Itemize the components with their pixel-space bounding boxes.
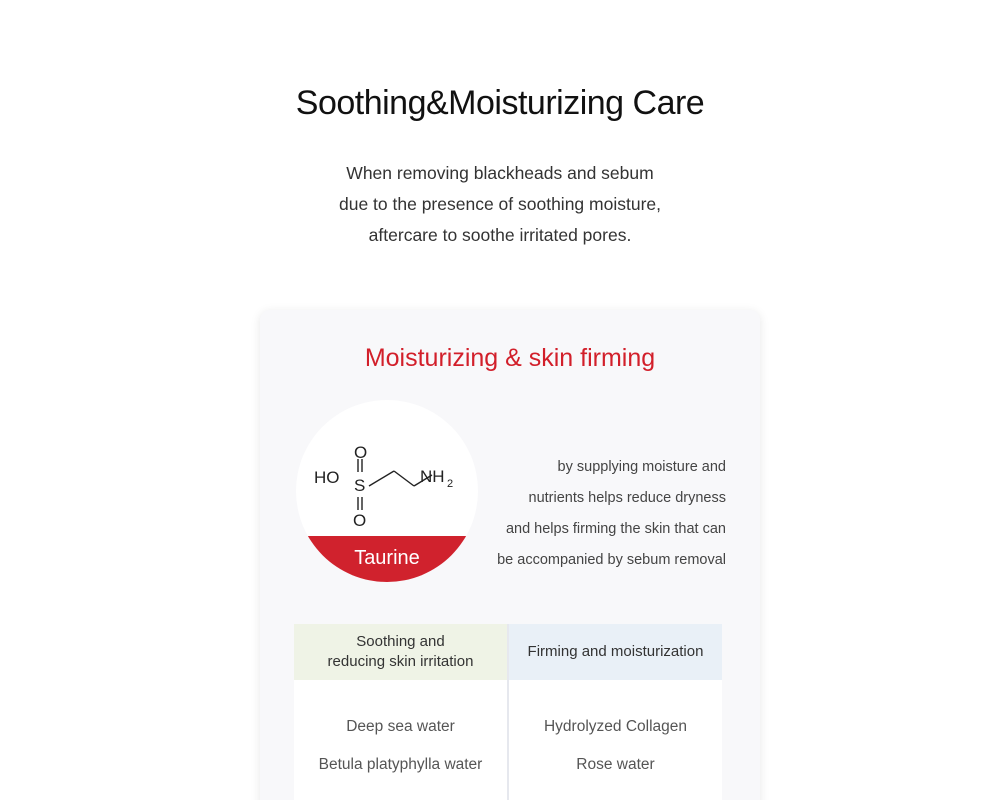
description-line: and helps firming the skin that can bbox=[505, 521, 726, 537]
formula-s: S bbox=[354, 476, 366, 495]
formula-ho: HO bbox=[314, 468, 340, 487]
card-title: Moisturizing & skin firming bbox=[364, 344, 656, 372]
page-title: Soothing&Moisturizing Care bbox=[295, 84, 705, 122]
benefit-column-soothing bbox=[294, 624, 507, 800]
list-item: Hydrolyzed Collagen bbox=[543, 718, 688, 735]
column-header bbox=[509, 624, 722, 680]
ingredient-badge bbox=[296, 400, 478, 582]
formula-o-bottom: O bbox=[353, 511, 367, 530]
formula-subscript: 2 bbox=[447, 478, 454, 490]
description-line: by supplying moisture and bbox=[557, 459, 726, 475]
column-header-line: reducing skin irritation bbox=[327, 653, 474, 670]
column-items bbox=[294, 680, 507, 784]
ingredient-card bbox=[260, 310, 760, 800]
intro-line: When removing blackheads and sebum bbox=[346, 163, 654, 183]
ingredient-name: Taurine bbox=[354, 547, 420, 569]
ingredient-description bbox=[456, 452, 726, 576]
taurine-structure-icon bbox=[314, 442, 464, 532]
formula-nh: NH bbox=[420, 467, 445, 486]
column-header-line: Firming and moisturization bbox=[527, 643, 704, 660]
list-item: Betula platyphylla water bbox=[318, 756, 483, 773]
description-line: be accompanied by sebum removal bbox=[497, 552, 726, 568]
benefit-table bbox=[294, 624, 722, 800]
list-item: Rose water bbox=[576, 756, 655, 773]
benefit-column-firming bbox=[509, 624, 722, 800]
description-line: nutrients helps reduce dryness bbox=[528, 490, 726, 506]
formula-o-top: O bbox=[354, 443, 368, 462]
intro-text bbox=[0, 158, 1000, 251]
column-header bbox=[294, 624, 507, 680]
column-header-line: Soothing and bbox=[356, 633, 445, 650]
column-items bbox=[509, 680, 722, 784]
intro-line: aftercare to soothe irritated pores. bbox=[368, 225, 632, 245]
intro-line: due to the presence of soothing moisture, bbox=[338, 194, 661, 214]
list-item: Deep sea water bbox=[346, 718, 455, 735]
